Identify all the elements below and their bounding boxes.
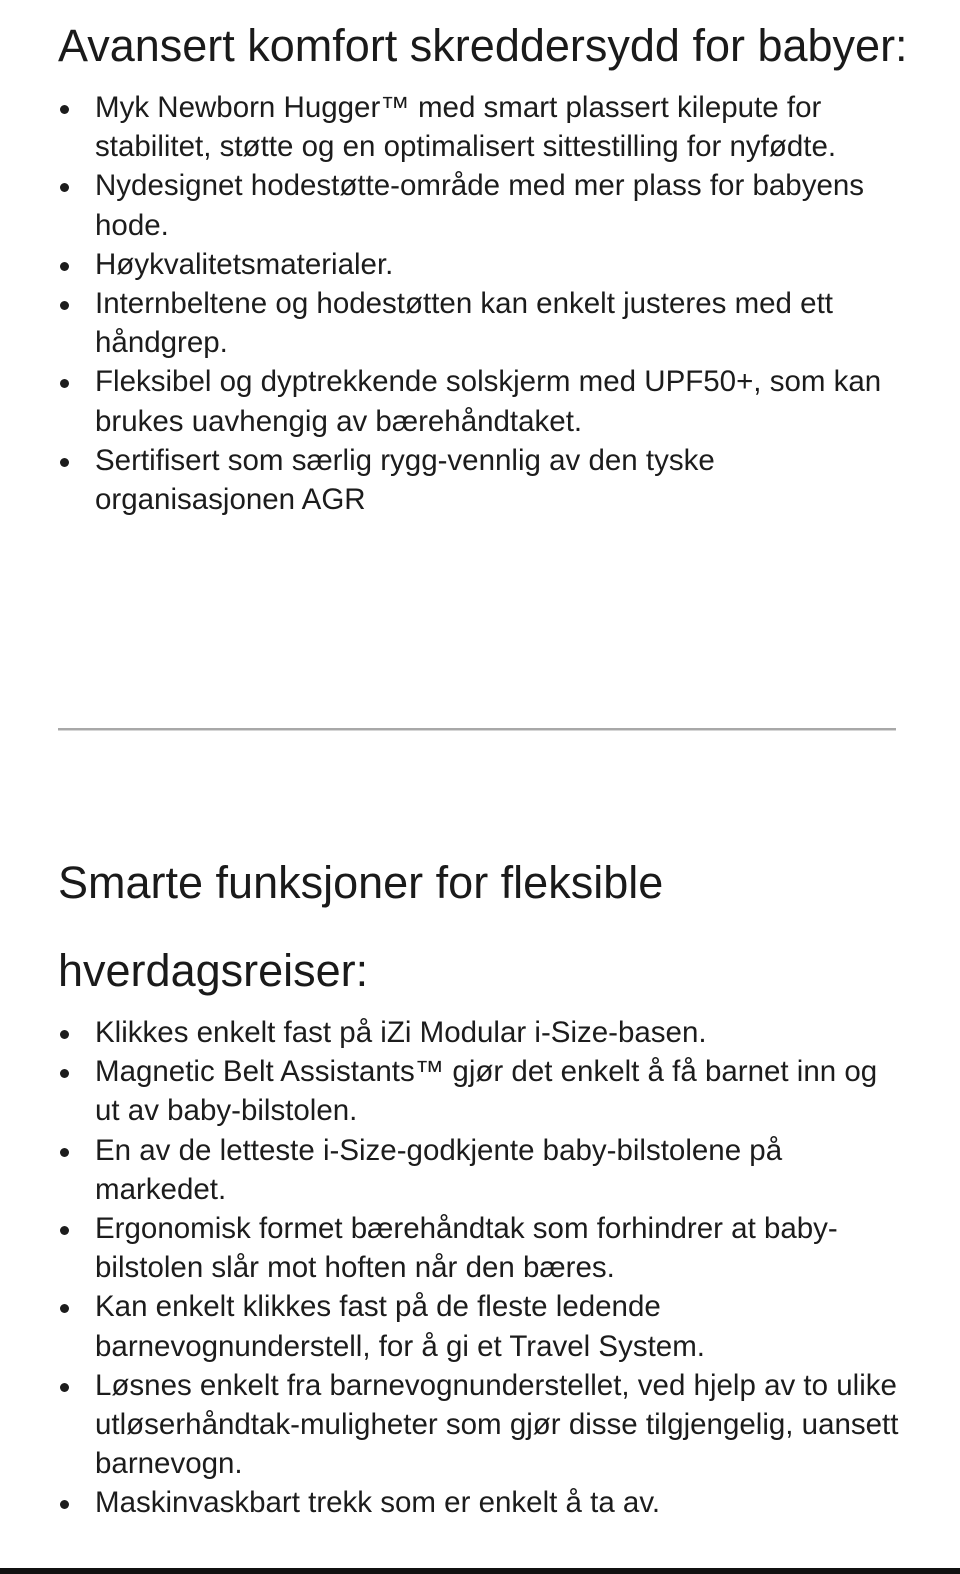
list-item: Myk Newborn Hugger™ med smart plassert kilepute for stabilitet, støtte og en optimalisert sittestilling for nyfødte. (58, 88, 908, 166)
list-item: Høykvalitetsmaterialer. (58, 245, 908, 284)
list-item: En av de letteste i-Size-godkjente baby-bilstolene på markedet. (58, 1131, 908, 1209)
smart-functions-feature-list (58, 1013, 908, 1523)
list-item: Kan enkelt klikkes fast på de fleste ledende barnevognunderstell, for å gi et Travel System. (58, 1287, 908, 1365)
list-item: Sertifisert som særlig rygg-vennlig av den tyske organisasjonen AGR (58, 441, 908, 519)
comfort-heading: Avansert komfort skreddersydd for babyer: (58, 20, 908, 71)
bottom-edge-bar (0, 1568, 960, 1574)
list-item: Fleksibel og dyptrekkende solskjerm med UPF50+, som kan brukes uavhengig av bærehåndtaket. (58, 362, 908, 440)
list-item: Løsnes enkelt fra barnevognunderstellet, ved hjelp av to ulike utløserhåndtak-muligheter som gjør disse tilgjengelig, uansett barnevogn. (58, 1366, 908, 1484)
section-divider (58, 728, 896, 730)
list-item: Nydesignet hodestøtte-område med mer plass for babyens hode. (58, 166, 908, 244)
list-item: Ergonomisk formet bærehåndtak som forhindrer at baby-bilstolen slår mot hoften når den bæres. (58, 1209, 908, 1287)
list-item: Maskinvaskbart trekk som er enkelt å ta av. (58, 1483, 908, 1522)
smart-functions-section (58, 837, 908, 1523)
smart-functions-heading: Smarte funksjoner for fleksible hverdagsreiser: (58, 857, 664, 996)
list-item: Magnetic Belt Assistants™ gjør det enkelt å få barnet inn og ut av baby-bilstolen. (58, 1052, 908, 1130)
comfort-section (58, 0, 908, 519)
comfort-feature-list (58, 88, 908, 519)
list-item: Klikkes enkelt fast på iZi Modular i-Size-basen. (58, 1013, 908, 1052)
list-item: Internbeltene og hodestøtten kan enkelt justeres med ett håndgrep. (58, 284, 908, 362)
